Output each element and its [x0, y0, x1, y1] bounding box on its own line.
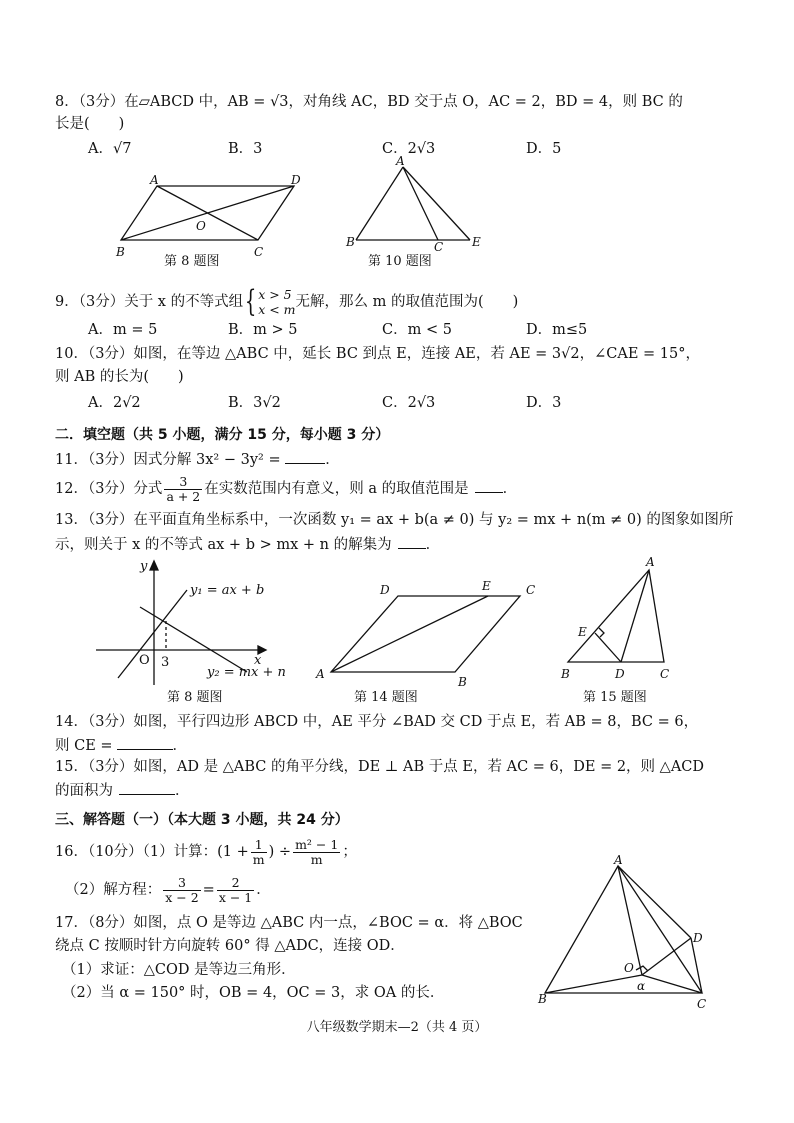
q9-option-c[interactable]: C．m < 5: [382, 322, 452, 338]
q11-end: ．: [325, 452, 340, 468]
q8-stem-line1: 8．（3分）在▱ABCD 中，AB = √3，对角线 AC，BD 交于点 O，AC = 2，BD = 4，则 BC 的: [55, 94, 683, 110]
fig10-caption: 第 10 题图: [368, 254, 432, 269]
q10-option-d[interactable]: D．3: [526, 395, 562, 411]
graph-line1-label: y₁ = ax + b: [190, 583, 265, 598]
q12-suffix: 在实数范围内有意义，则 a 的取值范围是: [204, 481, 469, 497]
graph-x-axis-label: x: [254, 653, 262, 668]
q13-stem-line1: 13．（3分）在平面直角坐标系中，一次函数 y₁ = ax + b(a ≠ 0) 与 y₂ = mx + n(m ≠ 0) 的图象如图所: [55, 512, 734, 528]
graph-tick-3: 3: [161, 655, 170, 670]
fig14-caption: 第 14 题图: [354, 690, 418, 705]
q17-stem-line1: 17．（8分）如图，点 O 是等边 △ABC 内一点，∠BOC = α．将 △BOC: [55, 915, 523, 931]
graph-line2-label: y₂ = mx + n: [207, 665, 286, 680]
fig15-caption: 第 15 题图: [583, 690, 647, 705]
fig8-label-b: B: [116, 245, 125, 259]
fig17-label-d: D: [693, 931, 703, 945]
fig15-label-d: D: [615, 667, 625, 681]
q9-suffix: 无解，那么 m 的取值范围为( ): [295, 294, 519, 310]
q16-p2-frac2-denominator: x − 1: [218, 889, 253, 905]
q8-stem-line2: 长是( ): [55, 116, 125, 132]
fig10-label-c: C: [434, 240, 444, 254]
fig17-label-o: O: [624, 961, 634, 975]
q14-end: ．: [172, 738, 188, 754]
q14-line2-text: 则 CE =: [55, 738, 113, 754]
fig14-label-d: D: [380, 583, 390, 597]
q16-p1-frac1-numerator: 1: [251, 838, 267, 853]
q9-prefix: 9．（3分）关于 x 的不等式组: [55, 294, 244, 310]
q16-p2-frac1-denominator: x − 2: [165, 889, 199, 905]
fig8b-caption: 第 8 题图: [167, 690, 223, 705]
q16-p1-frac2-numerator: m² − 1: [295, 836, 339, 852]
fig8-label-o: O: [196, 219, 206, 233]
q10-option-b[interactable]: B．3√2: [228, 395, 281, 411]
fig17-label-c: C: [697, 997, 707, 1011]
q12-prefix: 12．（3分）分式: [55, 481, 163, 497]
q9-option-b[interactable]: B．m > 5: [228, 322, 298, 338]
graph-y-axis-label: y: [140, 559, 148, 574]
q17-part2: （2）当 α = 150° 时，OB = 4，OC = 3，求 OA 的长．: [62, 985, 445, 1001]
q10-stem-line2: 则 AB 的长为( ): [55, 369, 184, 385]
graph-origin-label: O: [139, 653, 150, 668]
q16-p2-frac1-numerator: 3: [163, 876, 200, 891]
q9-option-d[interactable]: D．m≤5: [526, 322, 588, 338]
q16-p1-frac2-denominator: m: [310, 851, 323, 867]
fig8-caption: 第 8 题图: [164, 254, 220, 269]
q14-stem-line1: 14．（3分）如图，平行四边形 ABCD 中，AE 平分 ∠BAD 交 CD 于点 E，若 AB = 8，BC = 6，: [55, 714, 699, 730]
q15-stem-line1: 15．（3分）如图，AD 是 △ABC 的角平分线，DE ⊥ AB 于点 E，若 AC = 6，DE = 2，则 △ACD: [55, 759, 705, 775]
fig8-label-c: C: [254, 245, 264, 259]
q16-p2-prefix: （2）解方程：: [65, 882, 162, 898]
fig8-label-a: A: [150, 173, 159, 187]
q10-stem-line1: 10．（3分）如图，在等边 △ABC 中，延长 BC 到点 E，连接 AE，若 AE = 3√2，∠CAE = 15°，: [55, 346, 700, 362]
q8-option-d[interactable]: D．5: [526, 141, 562, 157]
fig10-label-a: A: [396, 154, 405, 168]
fig15-label-b: B: [561, 667, 570, 681]
q9-ineq-2: x < m: [258, 302, 296, 317]
fig15-label-e: E: [578, 625, 587, 639]
q16-p2-frac2-numerator: 2: [217, 876, 254, 891]
q8-option-c[interactable]: C．2√3: [382, 141, 436, 157]
q16-p2-end: ．: [256, 882, 271, 898]
q10-option-c[interactable]: C．2√3: [382, 395, 436, 411]
fig14-label-e: E: [482, 579, 491, 593]
q8-option-a[interactable]: A．√7: [88, 141, 132, 157]
q8-option-b[interactable]: B．3: [228, 141, 263, 157]
section-2-heading: 二．填空题（共 5 小题，满分 15 分，每小题 3 分）: [55, 427, 390, 443]
q16-p1-prefix: 16．（10分）（1）计算：(1 +: [55, 844, 249, 860]
q16-p1-end: ；: [342, 844, 357, 860]
q17-stem-line2: 绕点 C 按顺时针方向旋转 60° 得 △ADC，连接 OD．: [55, 938, 405, 954]
fig10-label-e: E: [472, 235, 481, 249]
q12-fraction-numerator: 3: [164, 475, 202, 490]
q9-ineq-1: x > 5: [258, 287, 292, 302]
q12-fraction-denominator: a + 2: [166, 488, 201, 504]
q16-p1-mid: ) ÷: [268, 844, 292, 860]
fig15-label-a: A: [646, 555, 655, 569]
q15-line2-text: 的面积为: [55, 783, 113, 799]
fig10-label-b: B: [346, 235, 355, 249]
fig15-label-c: C: [660, 667, 670, 681]
fig17-label-alpha: α: [637, 979, 646, 993]
q13-end: ．: [425, 537, 441, 553]
fig14-label-a: A: [316, 667, 325, 681]
fig17-label-b: B: [538, 992, 547, 1006]
q17-part1: （1）求证：△COD 是等边三角形．: [62, 962, 296, 978]
fig17-label-a: A: [614, 853, 623, 867]
q13-line2-text: 示，则关于 x 的不等式 ax + b > mx + n 的解集为: [55, 537, 392, 553]
fig14-label-c: C: [526, 583, 536, 597]
section-3-heading: 三、解答题（一）（本大题 3 小题，共 24 分）: [55, 812, 349, 828]
brace-symbol: {: [244, 284, 257, 319]
page-footer: 八年级数学期末—2（共 4 页）: [306, 1020, 488, 1035]
q9-option-a[interactable]: A．m = 5: [88, 322, 158, 338]
q16-p2-eq: =: [202, 882, 215, 898]
q15-end: ．: [175, 783, 190, 799]
fig8-label-d: D: [291, 173, 301, 187]
q16-p1-frac1-denominator: m: [252, 851, 265, 867]
q11-text: 11．（3分）因式分解 3x² − 3y² =: [55, 452, 286, 468]
q12-end: ．: [502, 481, 518, 497]
fig14-label-b: B: [458, 675, 467, 689]
q10-option-a[interactable]: A．2√2: [88, 395, 141, 411]
